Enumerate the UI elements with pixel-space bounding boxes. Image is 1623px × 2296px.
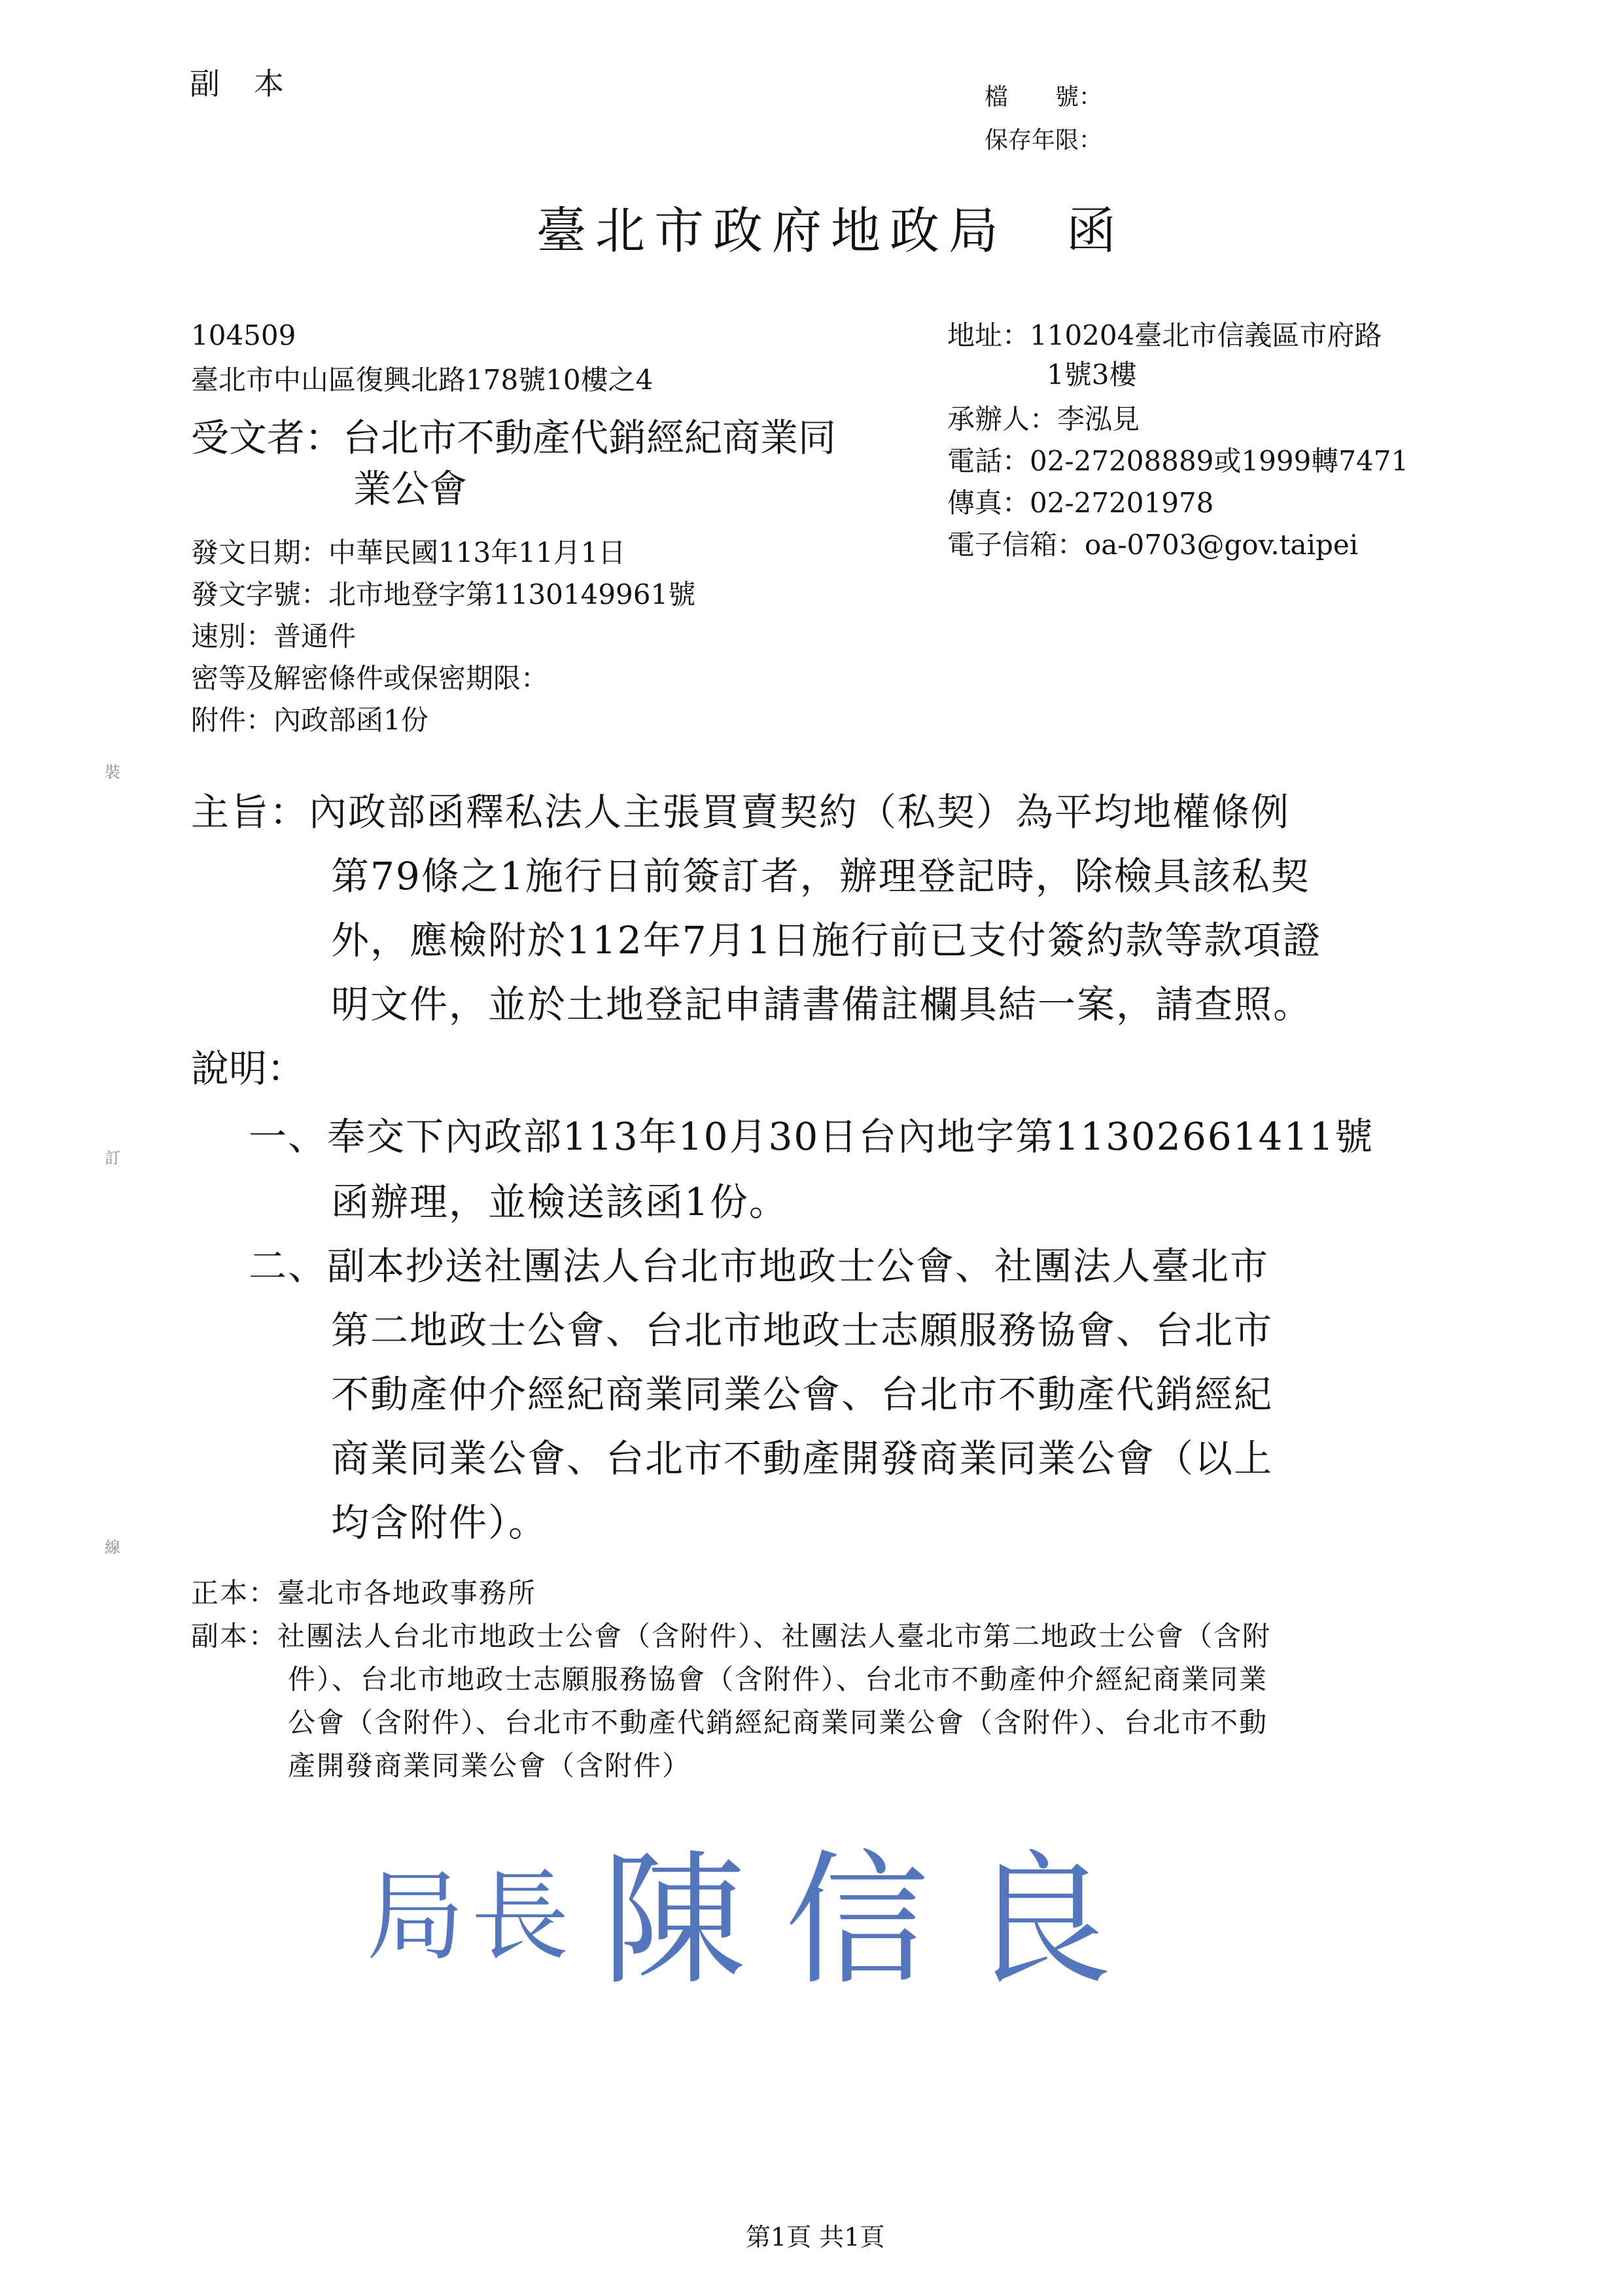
stamp-role: 局長 [366,1860,576,1974]
file-number-label: 檔 號： [985,84,1103,111]
stamp-name: 陳信良 [602,1837,1152,2004]
secrecy-level: 密等及解密條件或保密期限： [191,662,549,694]
copy-recipients-line-3: 公會（含附件）、台北市不動產代銷經紀商業同業公會（含附件）、台北市不動 [288,1706,1268,1739]
recipient-line-2: 業公會 [353,467,468,511]
delivery-speed: 速別：普通件 [191,620,357,652]
issue-number: 發文字號：北市地登字第1130149961號 [191,578,696,610]
director-signature-stamp [366,1819,1178,2015]
contact-phone: 電話：02-27208889或1999轉7471 [947,445,1409,477]
subject-line-1: 主旨：內政部函釋私法人主張買賣契約（私契）為平均地權條例 [191,790,1291,834]
contact-fax: 傳真：02-27201978 [947,487,1214,519]
recipient-line-1: 受文者：台北市不動產代銷經紀商業同 [191,415,837,460]
copy-recipients-line-1: 副本：社團法人台北市地政士公會（含附件）、社團法人臺北市第二地政士公會（含附 [191,1620,1272,1652]
contact-email: 電子信箱：oa-0703@gov.taipei [947,529,1359,561]
explanation-item-2-line-3: 不動產仲介經紀商業同業公會、台北市不動產代銷經紀 [331,1372,1274,1417]
contact-address-line-2: 1號3樓 [1047,359,1137,391]
binding-margin-mark-2: 訂 [105,1149,120,1167]
retention-period-label: 保存年限： [985,127,1103,154]
explanation-item-1-line-2: 函辦理，並檢送該函1份。 [331,1180,788,1224]
copy-recipients-line-2: 件）、台北市地政士志願服務協會（含附件）、台北市不動產仲介經紀商業同業 [288,1663,1268,1695]
copy-mark: 副本 [190,66,318,101]
subject-line-4: 明文件，並於土地登記申請書備註欄具結一案，請查照。 [331,982,1313,1027]
explanation-item-1-line-1: 一、奉交下內政部113年10月30日台內地字第11302661411號 [249,1114,1374,1159]
issue-date: 發文日期：中華民國113年11月1日 [191,537,626,569]
explanation-item-2-line-4: 商業同業公會、台北市不動產開發商業同業公會（以上 [331,1436,1274,1481]
primary-recipients: 正本：臺北市各地政事務所 [191,1577,537,1609]
document-title: 臺北市政府地政局 函 [536,202,1125,260]
copy-recipients-line-4: 產開發商業同業公會（含附件） [288,1750,691,1782]
explanation-item-2-line-1: 二、副本抄送社團法人台北市地政士公會、社團法人臺北市 [249,1244,1270,1288]
contact-address-line-1: 地址：110204臺北市信義區市府路 [947,319,1382,351]
binding-margin-mark-3: 線 [105,1538,120,1557]
contact-handler: 承辦人：李泓見 [947,403,1140,435]
explanation-heading: 說明： [191,1046,305,1091]
explanation-item-2-line-5: 均含附件）。 [331,1500,548,1545]
binding-margin-mark-1: 裝 [105,763,120,781]
postal-code: 104509 [191,319,296,351]
subject-line-2: 第79條之1施行日前簽訂者，辦理登記時，除檢具該私契 [331,854,1310,898]
subject-line-3: 外，應檢附於112年7月1日施行前已支付簽約款等款項證 [331,918,1322,963]
attachment-info: 附件：內政部函1份 [191,704,428,736]
recipient-address: 臺北市中山區復興北路178號10樓之4 [191,364,654,396]
page-number: 第1頁 共1頁 [746,2223,885,2252]
explanation-item-2-line-2: 第二地政士公會、台北市地政士志願服務協會、台北市 [331,1308,1274,1352]
